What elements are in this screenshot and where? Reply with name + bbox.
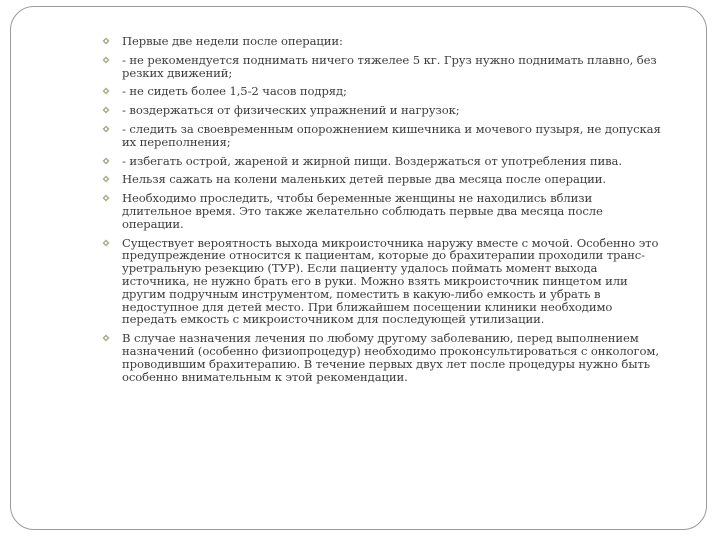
- list-item: [102, 104, 662, 117]
- list-item: [102, 155, 662, 168]
- bullet-icon: [102, 334, 110, 342]
- bullet-text: Существует вероятность выхода микроисточника наружу вместе с мочой. Особенно это предупреждение относится к пациентам, которые до брахитерапии проходили транс-уретральную резекцию (ТУР). Если пациенту удалось поймать момент выхода источника, не нужно брать его в руки. Можно взять микроисточник пинцетом или другим подручным инструментом, поместить в какую-либо емкость и убрать в недоступное для детей место. При ближайшем посещении клиники необходимо передать емкость с микроисточником для последующей утилизации.: [122, 235, 659, 327]
- list-item: [102, 237, 662, 327]
- bullet-text: Необходимо проследить, чтобы беременные женщины не находились вблизи длительное время. Это также желательно соблюдать первые два месяца после операции.: [122, 191, 603, 231]
- list-item: [102, 54, 662, 80]
- bullet-icon: [102, 239, 110, 247]
- bullet-text: В случае назначения лечения по любому другому заболеванию, перед выполнением назначений (особенно физиопроцедур) необходимо проконсультироваться с онкологом, проводившим брахитерапию. В течение первых двух лет после процедуры нужно быть особенно внимательным к этой рекомендации.: [122, 331, 659, 384]
- bullet-text: Первые две недели после операции:: [122, 34, 343, 48]
- bullet-text: - следить за своевременным опорожнением кишечника и мочевого пузыря, не допуская их переполнения;: [122, 121, 661, 149]
- bullet-text: - не сидеть более 1,5-2 часов подряд;: [122, 84, 347, 99]
- bullet-icon: [102, 106, 110, 114]
- bullet-text: - не рекомендуется поднимать ничего тяжелее 5 кг. Груз нужно поднимать плавно, без резких движений;: [122, 52, 657, 80]
- list-item: [102, 35, 662, 48]
- bullet-icon: [102, 56, 110, 64]
- bullet-icon: [102, 37, 110, 45]
- bullet-text: - избегать острой, жареной и жирной пищи. Воздержаться от употребления пива.: [122, 153, 622, 168]
- bullet-list: [102, 35, 662, 389]
- list-item: [102, 123, 662, 149]
- list-item: [102, 173, 662, 186]
- list-item: [102, 85, 662, 98]
- list-item: [102, 192, 662, 230]
- bullet-icon: [102, 175, 110, 183]
- list-item: [102, 332, 662, 383]
- bullet-icon: [102, 87, 110, 95]
- bullet-text: - воздержаться от физических упражнений и нагрузок;: [122, 103, 460, 118]
- bullet-icon: [102, 157, 110, 165]
- content-card: [10, 6, 707, 530]
- bullet-icon: [102, 194, 110, 202]
- bullet-text: Нельзя сажать на колени маленьких детей первые два месяца после операции.: [122, 172, 606, 187]
- bullet-icon: [102, 125, 110, 133]
